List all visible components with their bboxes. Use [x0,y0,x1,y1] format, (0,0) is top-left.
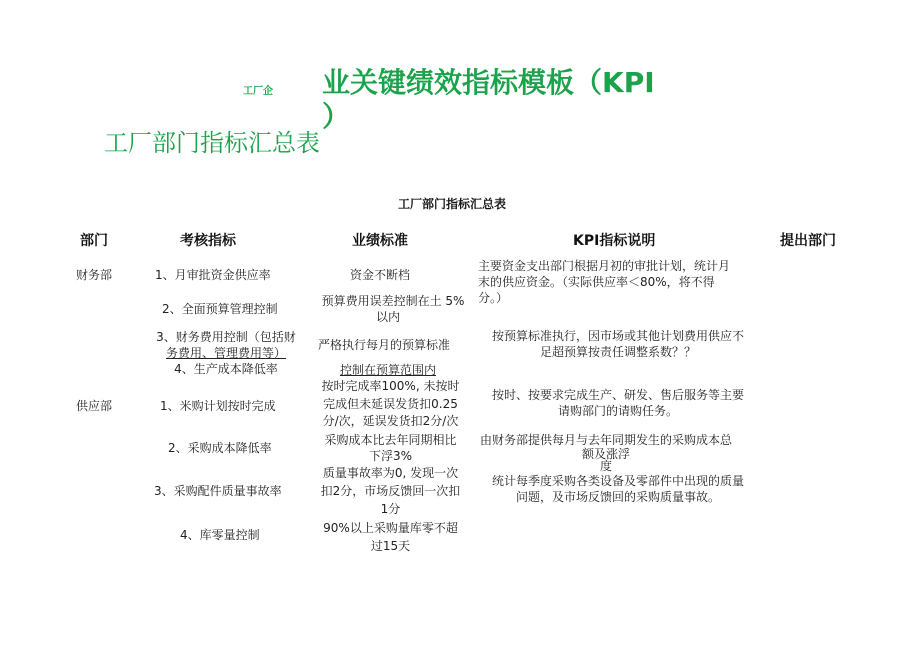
column-header-dept: 部门 [80,233,108,249]
standard-line: 按时完成率100%, 未按时 [321,379,460,393]
standard-cell: 控制在预算范围内 [339,363,436,377]
indicator-cell: 3、采购配件质量事故率 [154,484,282,498]
indicator-cell: 2、采购成本降低率 [168,441,272,455]
standard-line: 扣2分，市场反馈回一次扣 [320,484,461,498]
standard-cell: 严格执行每月的预算标准 [318,338,451,352]
indicator-line: 3、财务费用控制（包括财 [156,330,296,344]
standard-line: 预算费用误差控制在土 5% [321,294,465,308]
description-line: 统计每季度采购各类设备及零部件中出现的质量 [491,474,744,488]
description-line: 末的供应资金。（实际供应率＜80%，将不得 [478,275,715,289]
description-line: 额及涨浮 [581,447,630,461]
standard-line: 质量事故率为0, 发现一次 [322,466,459,480]
standard-line: 完成但未延误发货扣0.25 [323,397,458,411]
indicator-line: 务费用、管理费用等） [165,346,286,360]
description-line: 度 [599,459,612,473]
standard-line: 1分 [380,502,401,516]
page-title-continued: ） [322,100,351,133]
description-line: 足超预算按责任调整系数？？ [539,345,696,359]
standard-line: 90%以上采购量库零不超 [323,521,458,535]
column-header-proposer: 提出部门 [780,233,836,249]
description-line: 主要资金支出部门根据月初的审批计划，统计月 [478,259,731,273]
dept-cell: 财务部 [76,268,113,282]
indicator-cell: 4、库零量控制 [180,528,260,542]
dept-cell: 供应部 [76,399,113,413]
indicator-cell: 2、全面预算管理控制 [162,302,278,316]
standard-line: 以内 [375,310,400,324]
standard-cell: 资金不断档 [350,268,411,282]
standard-line: 下浮3% [368,449,413,463]
standard-line: 过15天 [370,539,411,553]
page-title: 业关键绩效指标模板（KPI [322,66,655,99]
standard-line: 分/次，延误发货扣2分/次 [322,414,459,428]
description-line: 问题，及市场反馈回的采购质量事故。 [515,490,720,504]
page-subtitle: 工厂部门指标汇总表 [104,129,320,157]
column-header-standard: 业绩标准 [352,233,408,249]
column-header-indicator: 考核指标 [180,233,236,249]
company-label: 工厂企 [243,86,273,97]
indicator-cell: 4、生产成本降低率 [174,362,278,376]
description-line: 由财务部提供每月与去年同期发生的采购成本总 [479,433,732,447]
description-line: 按时、按要求完成生产、研发、售后服务等主要 [491,388,744,402]
column-header-kpi-description: KPI指标说明 [573,233,656,249]
description-line: 分。） [478,291,509,305]
description-line: 按预算标准执行，因市场或其他计划费用供应不 [491,329,744,343]
table-caption: 工厂部门指标汇总表 [398,197,507,211]
standard-line: 采购成本比去年同期相比 [324,433,457,447]
indicator-cell: 1、月审批资金供应率 [155,268,271,282]
indicator-cell: 1、米购计划按时完成 [160,399,276,413]
description-line: 请购部门的请购任务。 [557,404,678,418]
